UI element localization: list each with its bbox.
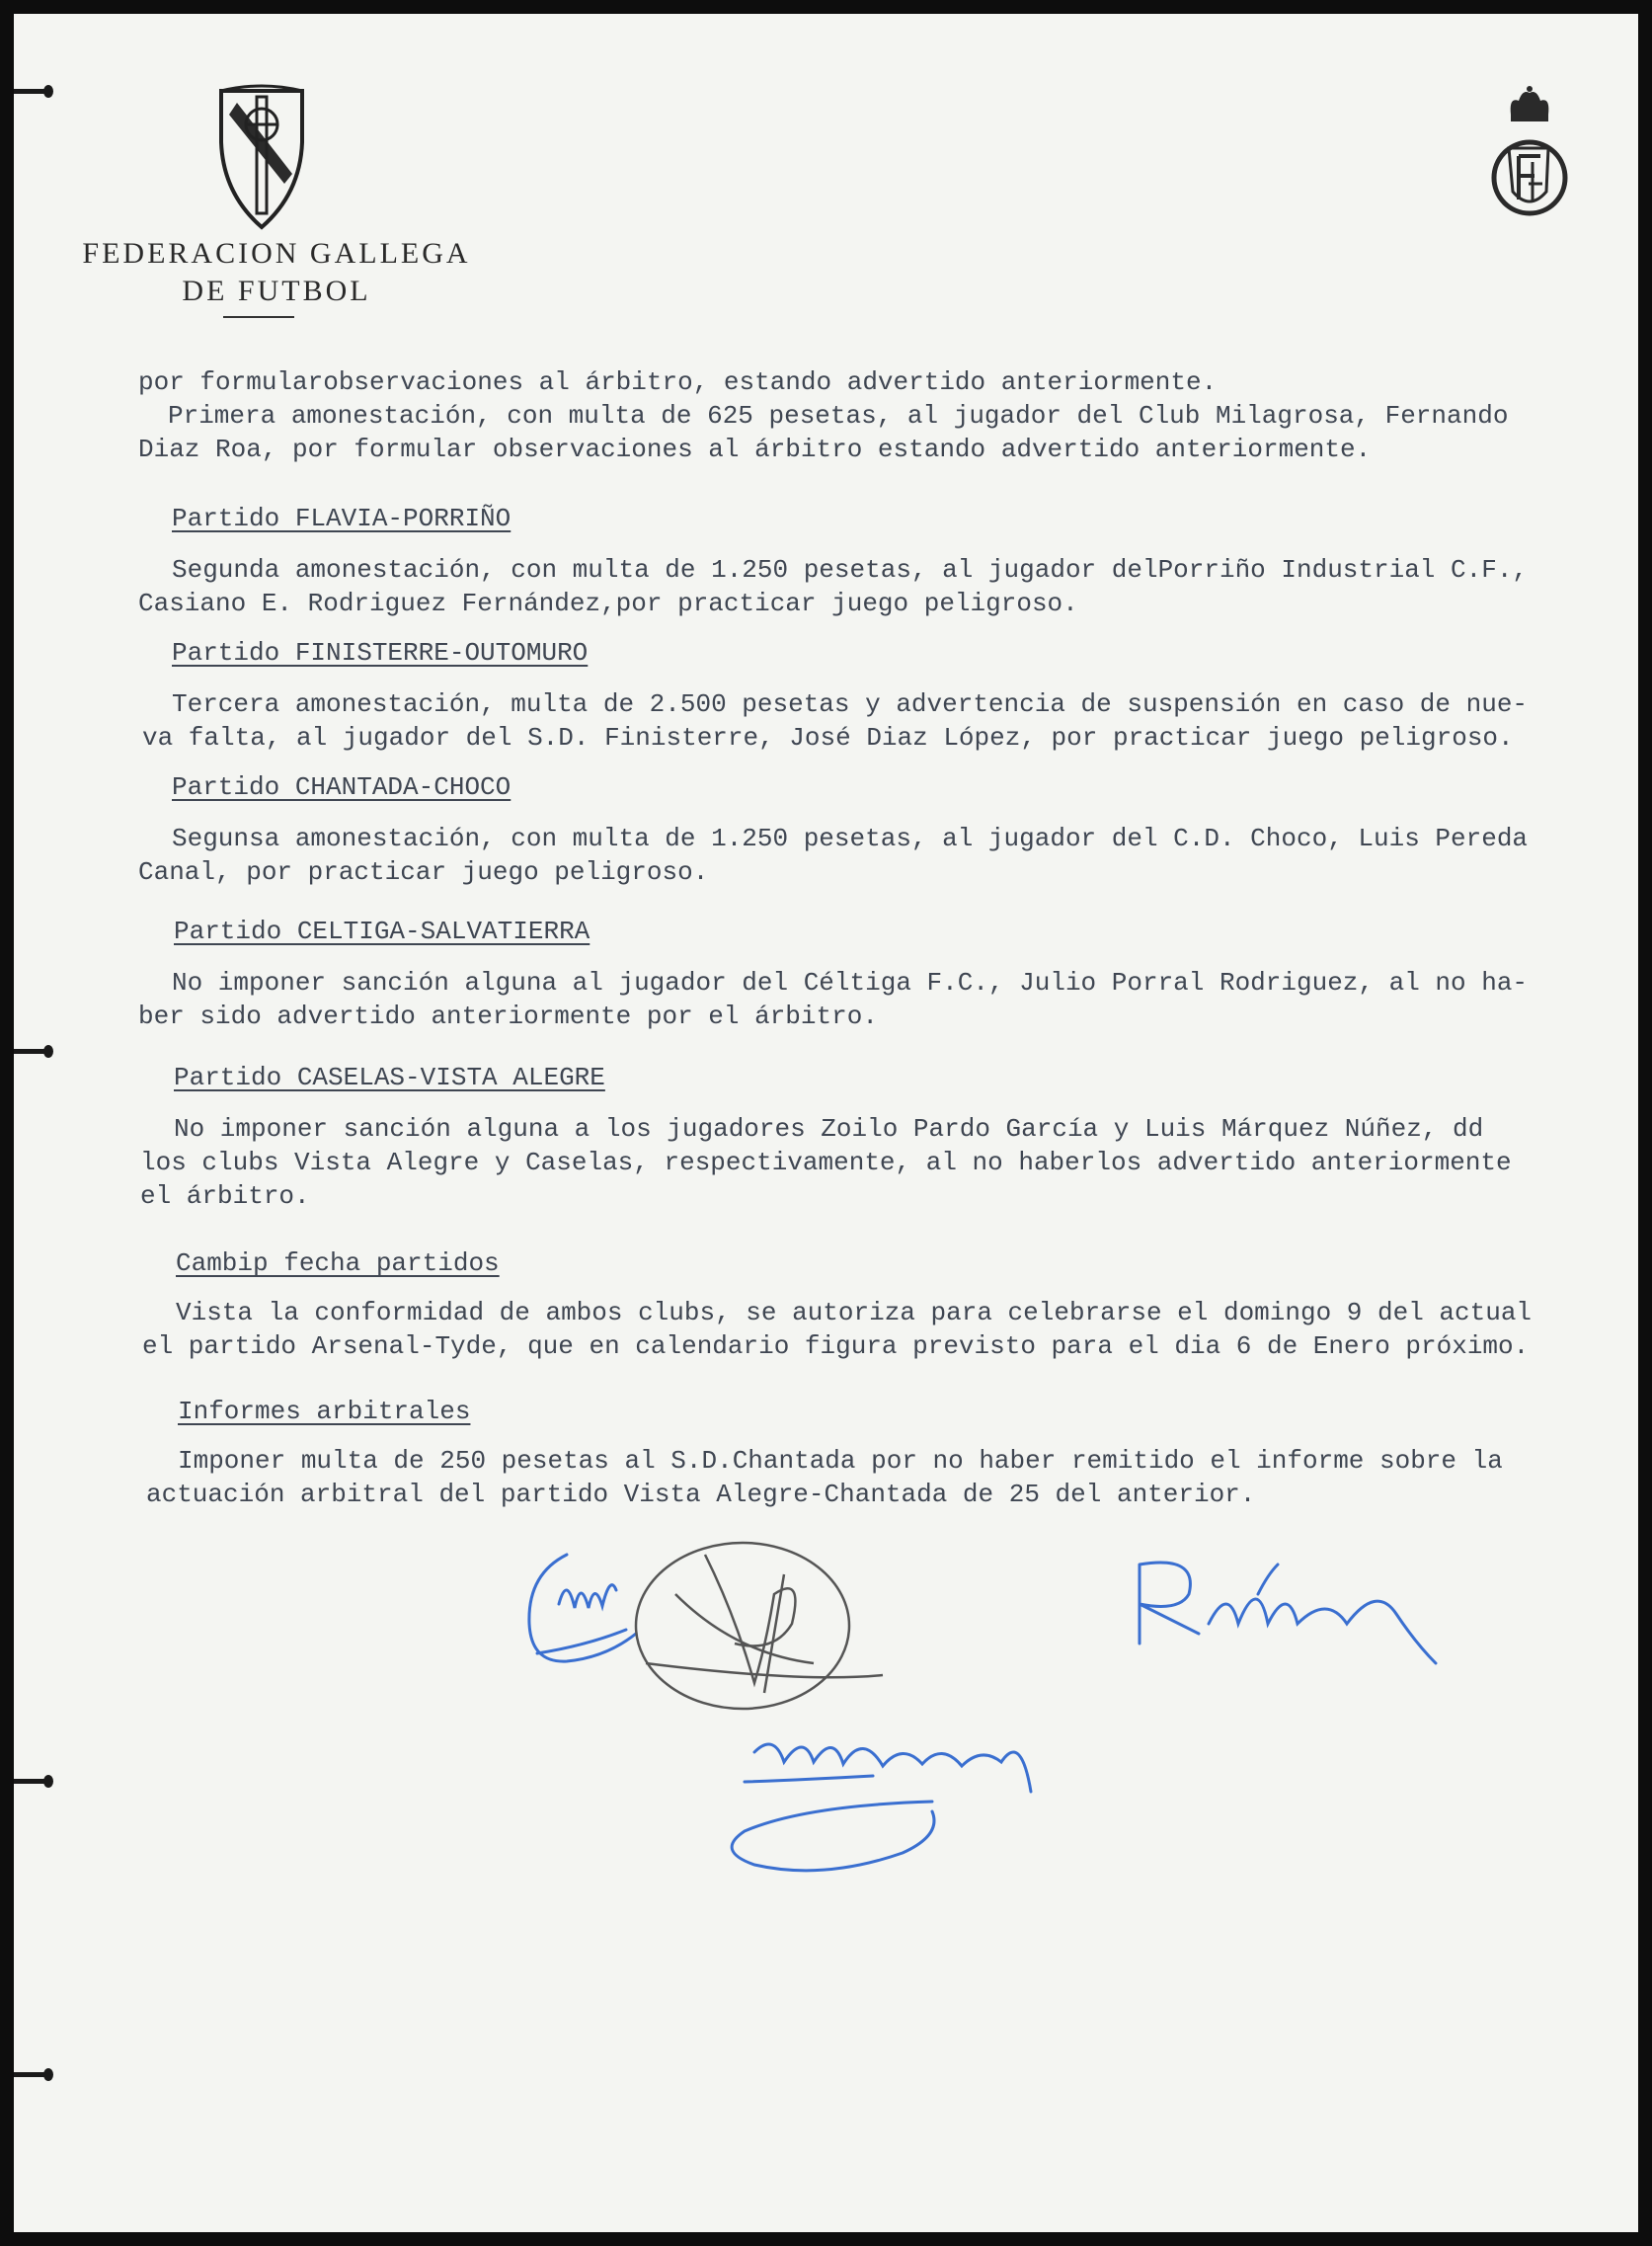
intro-line: Diaz Roa, por formular observaciones al árbitro estando advertido anteriormente. — [138, 435, 1372, 464]
section-heading: Partido CASELAS-VISTA ALEGRE — [174, 1063, 605, 1092]
section-heading: Partido FINISTERRE-OUTOMURO — [172, 638, 589, 668]
section-line: el árbitro. — [140, 1181, 310, 1211]
signature-bottom-icon — [732, 1744, 1031, 1871]
section-line: Segunsa amonestación, con multa de 1.250 pesetas, al jugador del C.D. Choco, Luis Pereda — [172, 824, 1529, 853]
organization-name-line1: FEDERACION GALLEGA — [82, 237, 471, 270]
section-line: va falta, al jugador del S.D. Finisterre, José Diaz López, por practicar juego peligroso. — [142, 723, 1514, 753]
section-line: Casiano E. Rodriguez Fernández,por practicar juego peligroso. — [138, 589, 1078, 618]
signature-left-icon — [529, 1555, 636, 1661]
section-line: Tercera amonestación, multa de 2.500 pesetas y advertencia de suspensión en caso de nue- — [172, 689, 1529, 719]
binder-hole-mark — [14, 1779, 47, 1784]
organization-name-line2: DE FUTBOL — [182, 275, 371, 307]
document-page — [14, 14, 1638, 2232]
section-heading: Partido FLAVIA-PORRIÑO — [172, 504, 511, 533]
section-line: actuación arbitral del partido Vista Alegre-Chantada de 25 del anterior. — [146, 1480, 1256, 1509]
binder-hole-mark — [14, 1049, 47, 1054]
official-stamp-icon — [636, 1543, 883, 1709]
royal-federation-crest-icon — [1489, 85, 1570, 223]
section-heading: Partido CHANTADA-CHOCO — [172, 772, 511, 802]
intro-line: Primera amonestación, con multa de 625 pesetas, al jugador del Club Milagrosa, Fernando — [168, 401, 1509, 431]
section-line: No imponer sanción alguna a los jugadores Zoilo Pardo García y Luis Márquez Núñez, dd — [174, 1114, 1484, 1144]
intro-line: por formularobservaciones al árbitro, estando advertido anteriormente. — [138, 367, 1218, 397]
section-heading: Cambip fecha partidos — [176, 1248, 500, 1278]
binder-hole-mark — [14, 89, 47, 94]
section-line: ber sido advertido anteriormente por el árbitro. — [138, 1002, 878, 1031]
header-divider — [223, 316, 294, 318]
section-line: No imponer sanción alguna al jugador del Céltiga F.C., Julio Porral Rodriguez, al no ha- — [172, 968, 1529, 998]
organization-name — [69, 235, 484, 310]
section-line: Canal, por practicar juego peligroso. — [138, 857, 709, 887]
signature-right-icon — [1140, 1563, 1436, 1663]
section-line: el partido Arsenal-Tyde, que en calendario figura previsto para el dia 6 de Enero próximo. — [142, 1331, 1530, 1361]
section-line: Imponer multa de 250 pesetas al S.D.Chantada por no haber remitido el informe sobre la — [178, 1446, 1503, 1476]
section-heading: Partido CELTIGA-SALVATIERRA — [174, 917, 590, 946]
federation-shield-icon — [215, 83, 308, 231]
section-line: Segunda amonestación, con multa de 1.250 pesetas, al jugador delPorriño Industrial C.F., — [172, 555, 1529, 585]
section-line: los clubs Vista Alegre y Caselas, respectivamente, al no haberlos advertido anteriormente — [140, 1148, 1512, 1177]
signatures-block — [508, 1535, 1495, 1910]
binder-hole-mark — [14, 2072, 47, 2077]
section-line: Vista la conformidad de ambos clubs, se autoriza para celebrarse el domingo 9 del actual — [176, 1298, 1533, 1327]
section-heading: Informes arbitrales — [178, 1397, 471, 1426]
